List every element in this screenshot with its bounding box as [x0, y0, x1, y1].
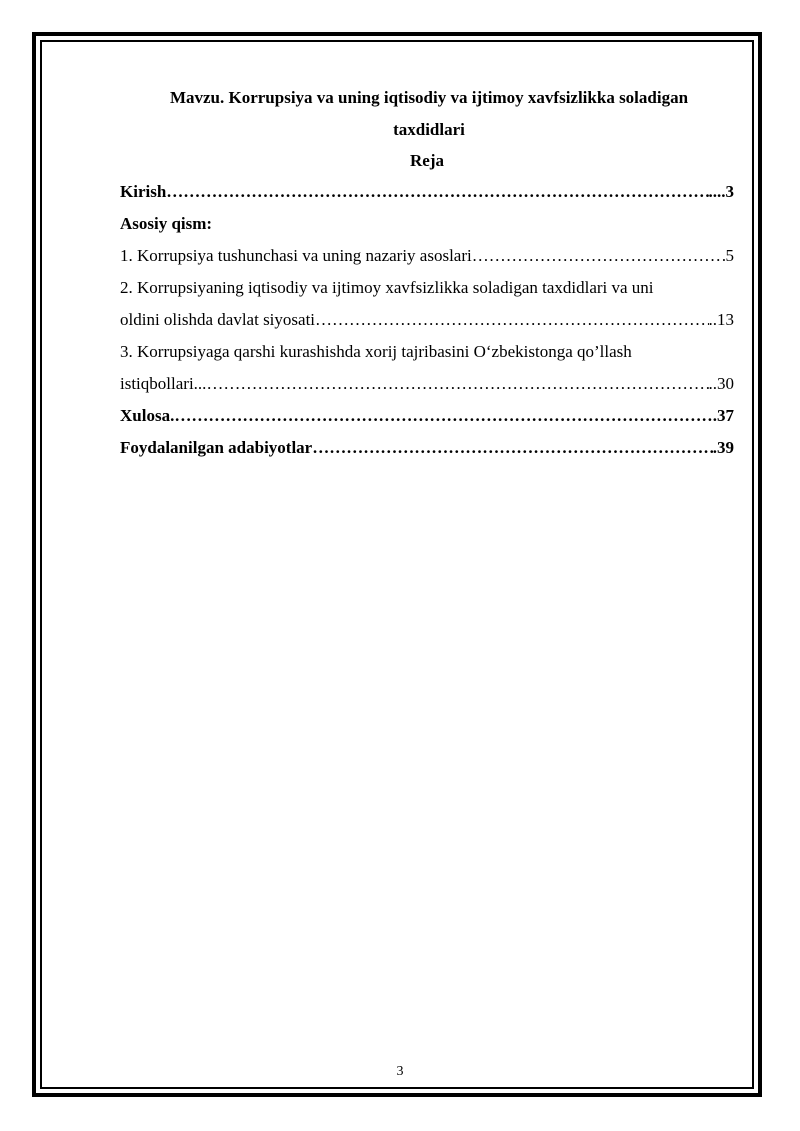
- toc-entry-1: [120, 240, 734, 272]
- plan-heading: Reja: [410, 151, 444, 170]
- toc-label: istiqbollari...: [120, 374, 207, 393]
- toc-page-number: ..13: [708, 310, 734, 329]
- toc-leader-dots: [312, 432, 713, 464]
- toc-main-part-heading: Asosiy qism:: [120, 214, 213, 233]
- title-line-1: Mavzu. Korrupsiya va uning iqtisodiy va ijtimoy xavfsizlikka soladigan: [169, 88, 689, 107]
- toc-leader-dots: [206, 368, 708, 400]
- toc-page-number: ..30: [708, 374, 734, 393]
- toc-page-number: ....3: [708, 182, 734, 201]
- toc-page-number: .37: [712, 406, 734, 425]
- toc-entry-conclusion: [120, 400, 734, 432]
- toc-label: Foydalanilgan adabiyotlar: [120, 438, 313, 457]
- toc-entry-3-line-1: 3. Korrupsiyaga qarshi kurashishda xorij tajribasini O‘zbekistonga qo’llash: [120, 342, 632, 361]
- document-title: [120, 82, 734, 146]
- page-number: 3: [396, 1064, 404, 1079]
- toc-entry-intro: [120, 176, 734, 208]
- toc-label: 1. Korrupsiya tushunchasi va uning nazariy asoslari: [120, 246, 472, 265]
- toc-entry-references: [120, 432, 734, 464]
- toc-label: oldini olishda davlat siyosati: [120, 310, 316, 329]
- toc-entry-2-line-1: 2. Korrupsiyaning iqtisodiy va ijtimoy xavfsizlikka soladigan taxdidlari va uni: [120, 278, 654, 297]
- toc-entry-2: [120, 304, 734, 336]
- toc-leader-dots: [174, 400, 712, 432]
- toc-page-number: 5: [725, 246, 734, 265]
- toc-leader-dots: [166, 176, 708, 208]
- toc-leader-dots: [315, 304, 708, 336]
- toc-page-number: .39: [712, 438, 734, 457]
- toc-label: Kirish: [120, 182, 167, 201]
- title-line-2: taxdidlari: [393, 120, 465, 139]
- page-content: [120, 82, 734, 464]
- toc-entry-3: [120, 368, 734, 400]
- toc-leader-dots: [472, 240, 726, 272]
- toc-label: Xulosa.: [120, 406, 175, 425]
